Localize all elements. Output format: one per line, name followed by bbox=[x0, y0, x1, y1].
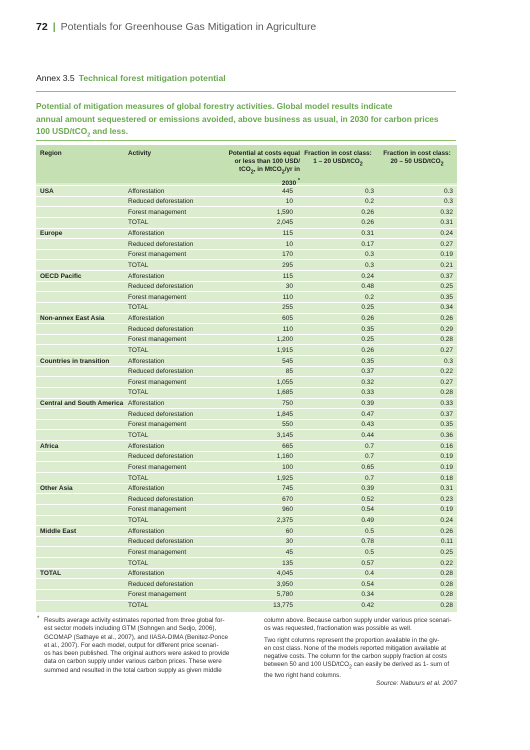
activity-cell: Reduced deforestation bbox=[128, 495, 194, 503]
potential-cell: 3,145 bbox=[276, 431, 293, 439]
activity-cell: Reduced deforestation bbox=[128, 580, 194, 588]
activity-cell: TOTAL bbox=[128, 517, 149, 525]
fraction-20-50-cell: 0.23 bbox=[440, 495, 453, 503]
potential-cell: 85 bbox=[285, 368, 293, 376]
potential-cell: 1,845 bbox=[276, 410, 293, 418]
fraction-20-50-cell: 0.33 bbox=[440, 400, 453, 408]
fraction-20-50-cell: 0.16 bbox=[440, 442, 453, 450]
annex-title: Technical forest mitigation potential bbox=[78, 73, 226, 83]
potential-cell: 5,780 bbox=[276, 591, 293, 599]
activity-cell: TOTAL bbox=[128, 261, 149, 269]
activity-cell: Reduced deforestation bbox=[128, 283, 194, 291]
activity-cell: Afforestation bbox=[128, 187, 165, 195]
potential-cell: 1,685 bbox=[276, 389, 293, 397]
fraction-20-50-cell: 0.18 bbox=[440, 474, 453, 482]
fraction-20-50-cell: 0.31 bbox=[440, 485, 453, 493]
fraction-20-50-cell: 0.19 bbox=[440, 506, 453, 514]
fraction-1-20-cell: 0.3 bbox=[364, 261, 374, 269]
potential-cell: 2,045 bbox=[276, 219, 293, 227]
activity-cell: Forest management bbox=[128, 548, 187, 556]
fraction-20-50-cell: 0.3 bbox=[443, 198, 453, 206]
region-cell: Non-annex East Asia bbox=[40, 315, 105, 323]
activity-cell: TOTAL bbox=[128, 304, 149, 312]
potential-cell: 605 bbox=[282, 315, 293, 323]
footnote-right: column above. Because carbon supply under various price scenari- os was requested, fractionation was possible as well. Two right columns represent the proportion available in the giv- en cost class. None of the models reported mitigation available at negative costs. The column for the carbon supply fraction at costs between 50 and 100 USD/tCO$_2$ can easily be derived as 1- sum of the two right hand columns. bbox=[264, 617, 452, 680]
annex-label: Annex 3.5 bbox=[36, 73, 75, 83]
caption-divider bbox=[36, 140, 456, 141]
activity-cell: Afforestation bbox=[128, 485, 165, 493]
activity-cell: TOTAL bbox=[128, 389, 149, 397]
potential-cell: 135 bbox=[282, 559, 293, 567]
fraction-20-50-cell: 0.3 bbox=[443, 187, 453, 195]
activity-cell: Afforestation bbox=[128, 527, 165, 535]
potential-cell: 750 bbox=[282, 400, 293, 408]
fraction-1-20-cell: 0.49 bbox=[361, 517, 374, 525]
potential-cell: 545 bbox=[282, 357, 293, 365]
region-cell: USA bbox=[40, 187, 54, 195]
fraction-1-20-cell: 0.39 bbox=[361, 400, 374, 408]
fraction-1-20-cell: 0.5 bbox=[364, 527, 374, 535]
header-potential: Potential at costs equal or less than 100 USD/ tCO$_2$, in MtCO$_2$/yr in 2030 * bbox=[228, 150, 300, 188]
fraction-1-20-cell: 0.39 bbox=[361, 485, 374, 493]
fraction-1-20-cell: 0.24 bbox=[361, 272, 374, 280]
fraction-20-50-cell: 0.3 bbox=[443, 357, 453, 365]
fraction-20-50-cell: 0.28 bbox=[440, 570, 453, 578]
fraction-20-50-cell: 0.19 bbox=[440, 251, 453, 259]
fraction-1-20-cell: 0.35 bbox=[361, 325, 374, 333]
fraction-1-20-cell: 0.7 bbox=[364, 453, 374, 461]
activity-cell: Forest management bbox=[128, 421, 187, 429]
fraction-20-50-cell: 0.24 bbox=[440, 517, 453, 525]
fraction-20-50-cell: 0.27 bbox=[440, 378, 453, 386]
caption-line: annual amount sequestered or emissions avoided, above business as usual, in 2030 for carbon prices bbox=[36, 113, 439, 124]
activity-cell: Reduced deforestation bbox=[128, 453, 194, 461]
potential-cell: 670 bbox=[282, 495, 293, 503]
potential-cell: 115 bbox=[282, 230, 293, 238]
potential-cell: 665 bbox=[282, 442, 293, 450]
fraction-20-50-cell: 0.27 bbox=[440, 346, 453, 354]
fraction-1-20-cell: 0.25 bbox=[361, 336, 374, 344]
fraction-1-20-cell: 0.47 bbox=[361, 410, 374, 418]
fraction-1-20-cell: 0.34 bbox=[361, 591, 374, 599]
potential-cell: 960 bbox=[282, 506, 293, 514]
potential-cell: 295 bbox=[282, 261, 293, 269]
fraction-20-50-cell: 0.25 bbox=[440, 548, 453, 556]
potential-cell: 445 bbox=[282, 187, 293, 195]
fraction-20-50-cell: 0.11 bbox=[440, 538, 453, 546]
activity-cell: Forest management bbox=[128, 336, 187, 344]
fraction-1-20-cell: 0.54 bbox=[361, 580, 374, 588]
fraction-20-50-cell: 0.26 bbox=[440, 315, 453, 323]
header-fraction-1-20: Fraction in cost class: 1 – 20 USD/tCO$_2$ bbox=[304, 150, 372, 168]
activity-cell: TOTAL bbox=[128, 602, 149, 610]
fraction-20-50-cell: 0.19 bbox=[440, 453, 453, 461]
fraction-20-50-cell: 0.24 bbox=[440, 230, 453, 238]
activity-cell: Afforestation bbox=[128, 442, 165, 450]
fraction-20-50-cell: 0.25 bbox=[440, 283, 453, 291]
potential-cell: 13,775 bbox=[273, 602, 293, 610]
activity-cell: Reduced deforestation bbox=[128, 538, 194, 546]
fraction-1-20-cell: 0.25 bbox=[361, 304, 374, 312]
fraction-1-20-cell: 0.57 bbox=[361, 559, 374, 567]
potential-cell: 1,925 bbox=[276, 474, 293, 482]
potential-cell: 550 bbox=[282, 421, 293, 429]
table-row bbox=[36, 600, 457, 612]
fraction-20-50-cell: 0.36 bbox=[440, 431, 453, 439]
fraction-20-50-cell: 0.27 bbox=[440, 240, 453, 248]
fraction-20-50-cell: 0.29 bbox=[440, 325, 453, 333]
potential-cell: 45 bbox=[285, 548, 293, 556]
activity-cell: Reduced deforestation bbox=[128, 368, 194, 376]
potential-cell: 1,160 bbox=[276, 453, 293, 461]
activity-cell: TOTAL bbox=[128, 559, 149, 567]
potential-cell: 2,375 bbox=[276, 517, 293, 525]
fraction-1-20-cell: 0.26 bbox=[361, 315, 374, 323]
fraction-20-50-cell: 0.35 bbox=[440, 421, 453, 429]
fraction-1-20-cell: 0.54 bbox=[361, 506, 374, 514]
activity-cell: TOTAL bbox=[128, 219, 149, 227]
fraction-20-50-cell: 0.21 bbox=[440, 261, 453, 269]
potential-cell: 10 bbox=[285, 198, 293, 206]
caption-line: 100 USD/tCO$_2$ and less. bbox=[36, 126, 129, 139]
activity-cell: Forest management bbox=[128, 378, 187, 386]
table-header bbox=[36, 145, 457, 188]
fraction-1-20-cell: 0.33 bbox=[361, 389, 374, 397]
potential-cell: 745 bbox=[282, 485, 293, 493]
activity-cell: Forest management bbox=[128, 506, 187, 514]
fraction-1-20-cell: 0.26 bbox=[361, 208, 374, 216]
fraction-1-20-cell: 0.48 bbox=[361, 283, 374, 291]
fraction-20-50-cell: 0.22 bbox=[440, 559, 453, 567]
activity-cell: TOTAL bbox=[128, 431, 149, 439]
fraction-1-20-cell: 0.35 bbox=[361, 357, 374, 365]
source-citation: Source: Nabuurs et al. 2007 bbox=[376, 680, 457, 687]
activity-cell: Reduced deforestation bbox=[128, 198, 194, 206]
activity-cell: Afforestation bbox=[128, 230, 165, 238]
potential-cell: 30 bbox=[285, 538, 293, 546]
activity-cell: TOTAL bbox=[128, 346, 149, 354]
fraction-20-50-cell: 0.31 bbox=[440, 219, 453, 227]
fraction-1-20-cell: 0.32 bbox=[361, 378, 374, 386]
activity-cell: Afforestation bbox=[128, 315, 165, 323]
potential-cell: 100 bbox=[282, 463, 293, 471]
activity-cell: Forest management bbox=[128, 208, 187, 216]
fraction-20-50-cell: 0.28 bbox=[440, 336, 453, 344]
fraction-20-50-cell: 0.28 bbox=[440, 389, 453, 397]
header-fraction-20-50: Fraction in cost class: 20 – 50 USD/tCO$_2$ bbox=[383, 150, 451, 168]
header-activity: Activity bbox=[128, 150, 152, 157]
activity-cell: Afforestation bbox=[128, 400, 165, 408]
region-cell: TOTAL bbox=[40, 570, 62, 578]
region-cell: Countries in transition bbox=[40, 357, 110, 365]
fraction-1-20-cell: 0.52 bbox=[361, 495, 374, 503]
annex-heading bbox=[36, 73, 226, 83]
activity-cell: Reduced deforestation bbox=[128, 325, 194, 333]
activity-cell: Afforestation bbox=[128, 272, 165, 280]
fraction-1-20-cell: 0.2 bbox=[364, 198, 374, 206]
fraction-1-20-cell: 0.2 bbox=[364, 293, 374, 301]
fraction-1-20-cell: 0.43 bbox=[361, 421, 374, 429]
potential-cell: 1,055 bbox=[276, 378, 293, 386]
activity-cell: Afforestation bbox=[128, 357, 165, 365]
fraction-1-20-cell: 0.42 bbox=[361, 602, 374, 610]
activity-cell: Forest management bbox=[128, 591, 187, 599]
fraction-20-50-cell: 0.28 bbox=[440, 580, 453, 588]
fraction-1-20-cell: 0.31 bbox=[361, 230, 374, 238]
header-separator: | bbox=[52, 21, 56, 33]
table-caption bbox=[36, 100, 456, 142]
fraction-20-50-cell: 0.22 bbox=[440, 368, 453, 376]
potential-cell: 60 bbox=[285, 527, 293, 535]
page-header bbox=[36, 21, 316, 33]
fraction-20-50-cell: 0.28 bbox=[440, 591, 453, 599]
potential-cell: 1,915 bbox=[276, 346, 293, 354]
fraction-1-20-cell: 0.3 bbox=[364, 251, 374, 259]
fraction-1-20-cell: 0.17 bbox=[361, 240, 374, 248]
activity-cell: Reduced deforestation bbox=[128, 410, 194, 418]
activity-cell: Forest management bbox=[128, 251, 187, 259]
potential-cell: 110 bbox=[282, 325, 293, 333]
region-cell: Other Asia bbox=[40, 485, 73, 493]
potential-cell: 4,045 bbox=[276, 570, 293, 578]
fraction-1-20-cell: 0.26 bbox=[361, 219, 374, 227]
fraction-1-20-cell: 0.3 bbox=[364, 187, 374, 195]
fraction-1-20-cell: 0.7 bbox=[364, 442, 374, 450]
footnote-marker: * bbox=[37, 616, 40, 622]
fraction-20-50-cell: 0.32 bbox=[440, 208, 453, 216]
activity-cell: Forest management bbox=[128, 293, 187, 301]
fraction-20-50-cell: 0.35 bbox=[440, 293, 453, 301]
region-cell: Central and South America bbox=[40, 400, 124, 408]
fraction-20-50-cell: 0.37 bbox=[440, 410, 453, 418]
activity-cell: Afforestation bbox=[128, 570, 165, 578]
region-cell: Africa bbox=[40, 442, 59, 450]
potential-cell: 1,590 bbox=[276, 208, 293, 216]
activity-cell: Forest management bbox=[128, 463, 187, 471]
potential-cell: 30 bbox=[285, 283, 293, 291]
footnote-left: * Results average activity estimates reported from three global for- est sector models including GTM (Sohngen and Sedjo, 2006), GCOMAP (Sathaye et al., 2007), and IIASA-DIMA (Benitez-Ponce et al., 2007). For each model, output for different price scenari- os has been published. The original authors were asked to provide data on carbon supply under various carbon prices. These were summed and resulted in the total carbon supply as given middle bbox=[37, 616, 230, 674]
mitigation-table bbox=[36, 145, 457, 612]
fraction-1-20-cell: 0.7 bbox=[364, 474, 374, 482]
fraction-1-20-cell: 0.44 bbox=[361, 431, 374, 439]
fraction-20-50-cell: 0.19 bbox=[440, 463, 453, 471]
header-region: Region bbox=[40, 150, 62, 157]
potential-cell: 255 bbox=[282, 304, 293, 312]
region-cell: Europe bbox=[40, 230, 63, 238]
fraction-1-20-cell: 0.65 bbox=[361, 463, 374, 471]
fraction-20-50-cell: 0.28 bbox=[440, 602, 453, 610]
potential-cell: 3,950 bbox=[276, 580, 293, 588]
fraction-1-20-cell: 0.37 bbox=[361, 368, 374, 376]
fraction-1-20-cell: 0.5 bbox=[364, 548, 374, 556]
fraction-20-50-cell: 0.34 bbox=[440, 304, 453, 312]
potential-cell: 170 bbox=[282, 251, 293, 259]
potential-cell: 10 bbox=[285, 240, 293, 248]
fraction-20-50-cell: 0.26 bbox=[440, 527, 453, 535]
potential-cell: 115 bbox=[282, 272, 293, 280]
annex-divider bbox=[36, 91, 456, 92]
running-title: Potentials for Greenhouse Gas Mitigation in Agriculture bbox=[60, 21, 317, 33]
potential-cell: 1,200 bbox=[276, 336, 293, 344]
fraction-1-20-cell: 0.4 bbox=[364, 570, 374, 578]
activity-cell: TOTAL bbox=[128, 474, 149, 482]
potential-cell: 110 bbox=[282, 293, 293, 301]
caption-line: Potential of mitigation measures of global forestry activities. Global model results indicate bbox=[36, 101, 393, 111]
region-cell: Middle East bbox=[40, 527, 77, 535]
fraction-20-50-cell: 0.37 bbox=[440, 272, 453, 280]
fraction-1-20-cell: 0.78 bbox=[361, 538, 374, 546]
fraction-1-20-cell: 0.26 bbox=[361, 346, 374, 354]
page-number: 72 bbox=[36, 21, 48, 33]
activity-cell: Reduced deforestation bbox=[128, 240, 194, 248]
region-cell: OECD Pacific bbox=[40, 272, 82, 280]
